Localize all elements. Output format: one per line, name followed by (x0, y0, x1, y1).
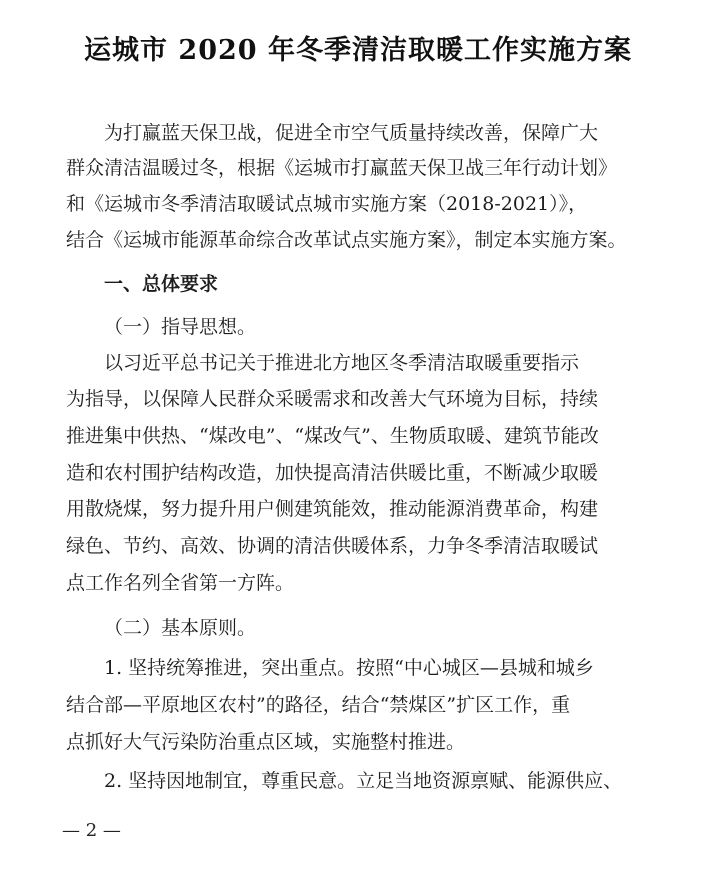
principle-line-4: 2. 坚持因地制宜，尊重民意。立足当地资源禀赋、能源供应、 (104, 770, 623, 792)
guiding-line-4: 造和农村围护结构改造，加快提高清洁供暖比重，不断减少取暖 (66, 462, 599, 484)
subsection-heading-guiding-ideology: （一）指导思想。 (104, 316, 257, 338)
intro-line-4: 结合《运城市能源革命综合改革试点实施方案》，制定本实施方案。 (66, 229, 627, 251)
intro-line-1: 为打赢蓝天保卫战，促进全市空气质量持续改善，保障广大 (104, 122, 599, 144)
principle-line-1: 1. 坚持统筹推进，突出重点。按照“中心城区—县城和城乡 (104, 657, 594, 679)
intro-line-3: 和《运城市冬季清洁取暖试点城市实施方案（2018-2021）》， (66, 193, 588, 215)
principle-line-3: 点抓好大气污染防治重点区域，实施整村推进。 (66, 731, 466, 753)
guiding-line-1: 以习近平总书记关于推进北方地区冬季清洁取暖重要指示 (104, 352, 580, 374)
guiding-line-7: 点工作名列全省第一方阵。 (66, 572, 295, 594)
section-heading-general-requirements: 一、总体要求 (104, 273, 219, 295)
principle-line-2: 结合部—平原地区农村”的路径，结合“禁煤区”扩区工作，重 (66, 694, 571, 716)
guiding-line-3: 推进集中供热、“煤改电”、“煤改气”、生物质取暖、建筑节能改 (66, 425, 599, 447)
intro-line-2: 群众清洁温暖过冬，根据《运城市打赢蓝天保卫战三年行动计划》 (66, 157, 618, 179)
guiding-line-5: 用散烧煤，努力提升用户侧建筑能效，推动能源消费革命，构建 (66, 498, 599, 520)
document-title: 运城市 2020 年冬季清洁取暖工作实施方案 (84, 35, 632, 66)
guiding-line-6: 绿色、节约、高效、协调的清洁供暖体系，力争冬季清洁取暖试 (66, 535, 599, 557)
subsection-heading-basic-principles: （二）基本原则。 (104, 617, 257, 639)
page-number: — 2 — (62, 820, 121, 841)
guiding-line-2: 为指导，以保障人民群众采暖需求和改善大气环境为目标，持续 (66, 388, 599, 410)
